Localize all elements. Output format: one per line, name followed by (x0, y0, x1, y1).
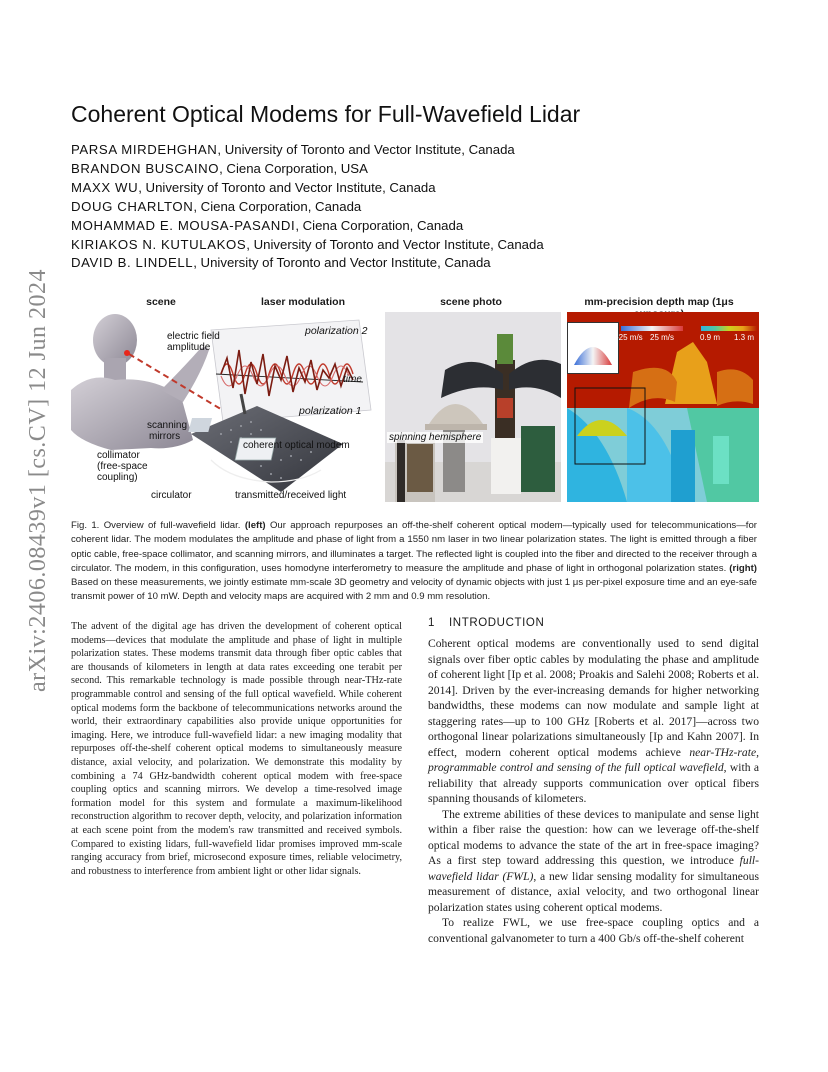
velocity-colorbar (621, 326, 683, 331)
author-line (71, 141, 544, 160)
label-coherent-optical-modem: coherent optical modem (243, 440, 350, 451)
author-line (71, 160, 544, 179)
intro-text: , with a reliability that already supports communication over optical fibers spanning thousands of kilometers. (428, 761, 759, 805)
scene-photo (385, 312, 561, 502)
panel-title-scene-photo: scene photo (440, 296, 502, 308)
label-coupling: coupling) (97, 472, 138, 483)
intro-emphasis: near-THz-rate, programmable control and sensing of the full optical wavefield (428, 745, 759, 774)
caption-left-tag: (left) (244, 520, 266, 531)
author-line (71, 179, 544, 198)
label-depth-max: 1.3 m (734, 333, 755, 342)
label-collimator: collimator (97, 450, 140, 461)
author-affiliation: , Ciena Corporation, Canada (193, 198, 362, 214)
intro-paragraph: To realize FWL, we use free-space coupling optics and a conventional galvanometer to turn a 400 Gb/s off-the-shelf coherent (428, 916, 759, 945)
section-number: 1 (428, 617, 435, 629)
label-time: time (343, 374, 362, 385)
author-name: DAVID B. LINDELL (71, 255, 194, 271)
intro-text: Coherent optical modems are conventionally used to send digital signals over fiber optic cables by modulating the phase and amplitude of coherent light [Ip et al. 2008; Proakis and Salehi 2008; Roberts et al. 2014]. Driven by the ever-increasing demands for higher networking bandwidths, these modems can now modulate and sample light at staggering rates—up to 100 GHz [Roberts et al. 2017]—across two orthogonal linear polarizations simultaneously [Ip and Kahn 2007]. In effect, modern coherent optical modems achieve (428, 637, 759, 759)
label-depth-min: 0.9 m (700, 333, 721, 342)
abstract: The advent of the digital age has driven the development of coherent optical modems—devices that modulate the amplitude and phase of light in multiple polarization states. These modems transmit data through fiber optic cables that are thousands of kilometers in length at data rates exceeding one terabit per second. This remarkable technology is made possible through near-THz-rate programmable control and sensing of the full optical wavefield. While coherent optical modems form the backbone of telecommunications networks around the world, their extraordinary capabilities also provide unique opportunities for imaging. Here, we introduce full-wavefield lidar: a new imaging modality that repurposes off-the-shelf coherent optical modems to simultaneously measure distance, axial velocity, and polarization. We demonstrate this modality by combining a 74 GHz-bandwidth coherent optical modem with free-space coupling optics and scanning mirrors. We develop a time-resolved image formation model for this system and formulate a maximum-likelihood reconstruction algorithm to recover depth, velocity, and polarization information at each scene point from the modem's raw transmitted and received symbols. Compared to existing lidars, full-wavefield lidar promises improved mm-scale ranging accuracy from brief, microsecond exposure times, reliable velocimetry, and robustness to interference from ambient light or other lidar signals. (71, 621, 402, 877)
paper-title: Coherent Optical Modems for Full-Wavefield Lidar (71, 101, 581, 127)
author-name: BRANDON BUSCAINO (71, 160, 220, 176)
intro-paragraph (428, 807, 759, 916)
velocity-inset (567, 322, 619, 374)
author-affiliation: , University of Toronto and Vector Institute, Canada (193, 255, 491, 271)
section-heading (428, 617, 544, 629)
label-electric-field: electric field (167, 331, 220, 342)
arxiv-stamp (8, 240, 68, 720)
author-line (71, 217, 544, 236)
author-name: MOHAMMAD E. MOUSA-PASANDI (71, 217, 296, 233)
author-list (71, 141, 544, 273)
label-transmitted-received-light: transmitted/received light (235, 490, 347, 501)
author-name: PARSA MIRDEHGHAN (71, 142, 218, 157)
label-circulator: circulator (151, 490, 192, 501)
panel-title-scene: scene (146, 296, 176, 308)
author-affiliation: , Ciena Corporation, USA (219, 160, 368, 176)
label-velocity-min: -25 m/s (616, 333, 643, 342)
caption-right-tag: (right) (729, 562, 757, 574)
author-affiliation: , University of Toronto and Vector Institute, Canada (217, 142, 515, 157)
figure-caption (71, 519, 757, 605)
label-polarization-1: polarization 1 (299, 405, 362, 417)
author-line (71, 254, 544, 273)
panel-title-laser-modulation: laser modulation (260, 296, 345, 308)
caption-text: Our approach repurposes an off-the-shelf coherent optical modem—typically used for telecommunications—for coherent lidar. The modem modulates the amplitude and phase of light from a 1550 nm laser in two linear polarization states. The light is emitted through a fiber optic cable, free-space collimator, and scanning mirrors, and illuminates a target. The reflected light is coupled into the fiber and directed to the receiver through a circulator. The modem, in this configuration, uses homodyne interferometry to measure the amplitude and phase of light in orthogonal polarization states. (71, 520, 757, 574)
author-affiliation: , University of Toronto and Vector Institute, Canada (138, 179, 436, 195)
author-name: KIRIAKOS N. KUTULAKOS (71, 236, 247, 252)
label-velocity-max: 25 m/s (650, 333, 675, 342)
introduction-body (428, 636, 759, 946)
author-affiliation: , University of Toronto and Vector Institute, Canada (246, 236, 544, 252)
label-scanning: scanning (147, 420, 188, 431)
intro-paragraph (428, 636, 759, 807)
caption-text: Overview of full-wavefield lidar. (99, 520, 245, 531)
caption-text: Based on these measurements, we jointly estimate mm-scale 3D geometry and velocity of dynamic objects with just 1 μs per-pixel exposure time and an eye-safe transmit power of 10 mW. Depth and velocity maps are acquired with 2 mm and 0.9 mm resolution. (71, 577, 757, 603)
intro-text: The extreme abilities of these devices to manipulate and sense light within a fiber raise the question: how can we leverage off-the-shelf optical modems to advance the state of the art in free-space imaging? As a first step toward addressing this question, we introduce (428, 807, 759, 867)
label-spinning-hemisphere: spinning hemisphere (389, 432, 482, 443)
author-affiliation: , Ciena Corporation, Canada (295, 217, 464, 233)
intro-text: , a new lidar sensing modality for simultaneous measurement of distance, axial velocity, and two orthogonal linear polarization states using coherent optical modems. (428, 869, 759, 914)
author-name: DOUG CHARLTON (71, 198, 194, 214)
caption-label: Fig. 1. (71, 520, 100, 531)
label-polarization-2: polarization 2 (305, 325, 368, 337)
label-free-space: (free-space (97, 461, 148, 472)
author-name: MAXX WU (71, 179, 139, 195)
label-mirrors: mirrors (149, 431, 181, 442)
intro-emphasis: full-wavefield lidar (FWL) (428, 854, 759, 883)
author-line (71, 236, 544, 255)
figure-1 (71, 296, 759, 506)
section-title: INTRODUCTION (449, 617, 545, 629)
label-amplitude: amplitude (167, 342, 211, 353)
depth-colorbar (701, 326, 757, 331)
author-line (71, 198, 544, 217)
arxiv-identifier: arXiv:2406.08439v1 [cs.CV] 12 Jun 2024 (24, 268, 51, 692)
panel-title-depth-map: mm-precision depth map (1μs (584, 296, 734, 308)
